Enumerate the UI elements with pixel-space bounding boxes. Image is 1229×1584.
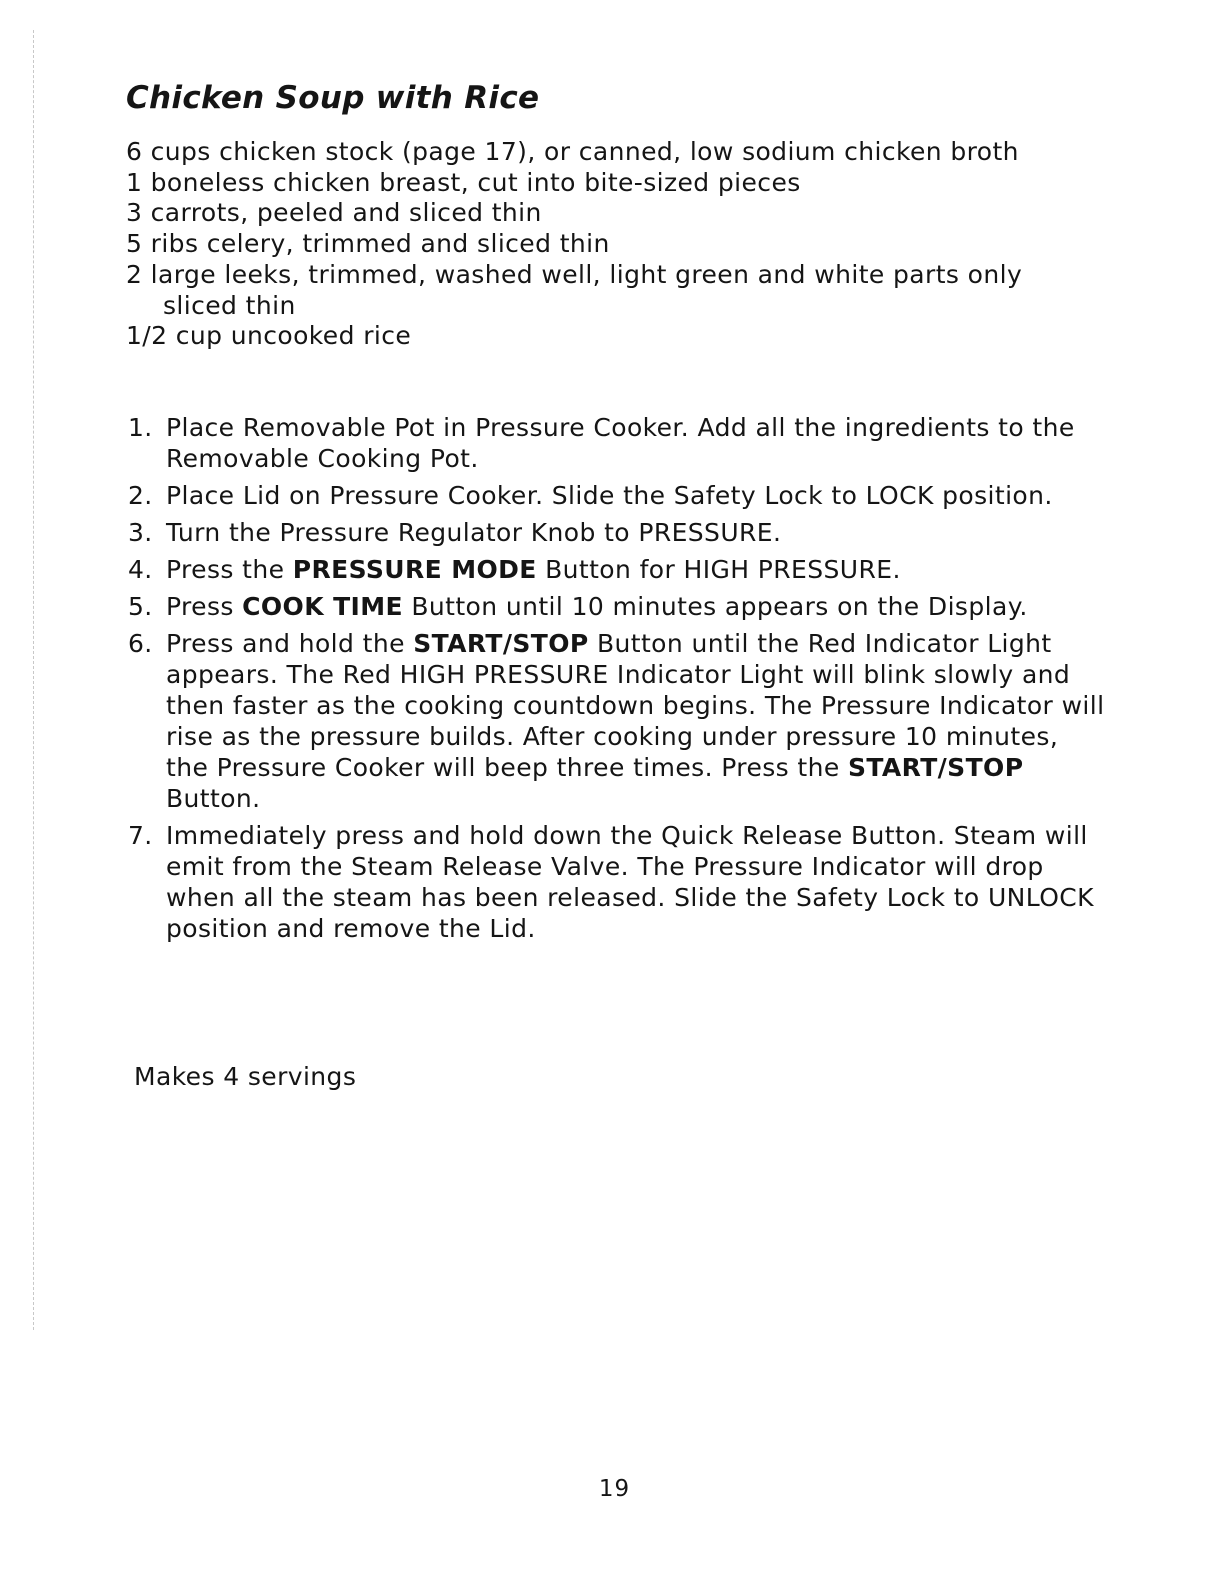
ingredient-item: 2 large leeks, trimmed, washed well, light green and white parts only sliced thin (126, 259, 1023, 320)
step-text: Press and hold the (166, 629, 414, 658)
step-number: 3. (128, 518, 153, 547)
step-text: Place Lid on Pressure Cooker. Slide the Safety Lock to LOCK position. (166, 481, 1053, 510)
ingredient-item: 3 carrots, peeled and sliced thin (126, 198, 542, 228)
ingredient-item: 6 cups chicken stock (page 17), or canned, low sodium chicken broth (126, 137, 1019, 166)
button-name-emphasis: PRESSURE MODE (292, 555, 537, 584)
ingredient-item: 1 boneless chicken breast, cut into bite-sized pieces (126, 167, 801, 197)
step-text: Button until 10 minutes appears on the Display. (403, 592, 1028, 621)
step-text: Button until the Red Indicator Light appears. The Red HIGH PRESSURE Indicator Light will blink slowly and then faster as the cooking countdown begins. The Pressure Indicator will rise as the pressure builds. After cooking under pressure 10 minutes, the Pressure Cooker will beep three times. Press the (166, 629, 1105, 782)
step-number: 4. (128, 555, 153, 584)
step-text: Press (166, 592, 243, 621)
button-name-emphasis: START/STOP (413, 629, 589, 658)
step-text: Press the (166, 555, 293, 584)
servings-note: Makes 4 servings (134, 1062, 357, 1091)
instruction-step (126, 412, 1106, 474)
instruction-step (126, 628, 1106, 814)
step-text: Turn the Pressure Regulator Knob to PRESSURE. (166, 518, 782, 547)
step-number: 1. (128, 413, 153, 442)
step-number: 2. (128, 481, 153, 510)
ingredient-item: 5 ribs celery, trimmed and sliced thin (126, 229, 610, 259)
ingredient-item: 1/2 cup uncooked rice (126, 321, 412, 351)
recipe-title: Chicken Soup with Rice (126, 80, 540, 116)
step-text: Immediately press and hold down the Quick Release Button. Steam will emit from the Steam Release Valve. The Pressure Indicator will drop when all the steam has been released. Slide the Safety Lock to UNLOCK position and remove the Lid. (166, 821, 1094, 943)
instruction-step (126, 480, 1106, 511)
step-number: 6. (128, 629, 153, 658)
step-number: 5. (128, 592, 153, 621)
instruction-step (126, 554, 1106, 585)
instruction-steps (126, 412, 1106, 950)
ingredient-list (126, 137, 1086, 352)
button-name-emphasis: COOK TIME (242, 592, 403, 621)
step-text: Button. (166, 784, 261, 813)
instruction-step (126, 517, 1106, 548)
step-text: Place Removable Pot in Pressure Cooker. Add all the ingredients to the Removable Cooking Pot. (166, 413, 1075, 473)
instruction-step (126, 591, 1106, 622)
step-number: 7. (128, 821, 153, 850)
scan-edge-mark (33, 30, 34, 1330)
instruction-step (126, 820, 1106, 944)
step-text: Button for HIGH PRESSURE. (536, 555, 901, 584)
button-name-emphasis: START/STOP (848, 753, 1024, 782)
page-number: 19 (598, 1476, 631, 1502)
